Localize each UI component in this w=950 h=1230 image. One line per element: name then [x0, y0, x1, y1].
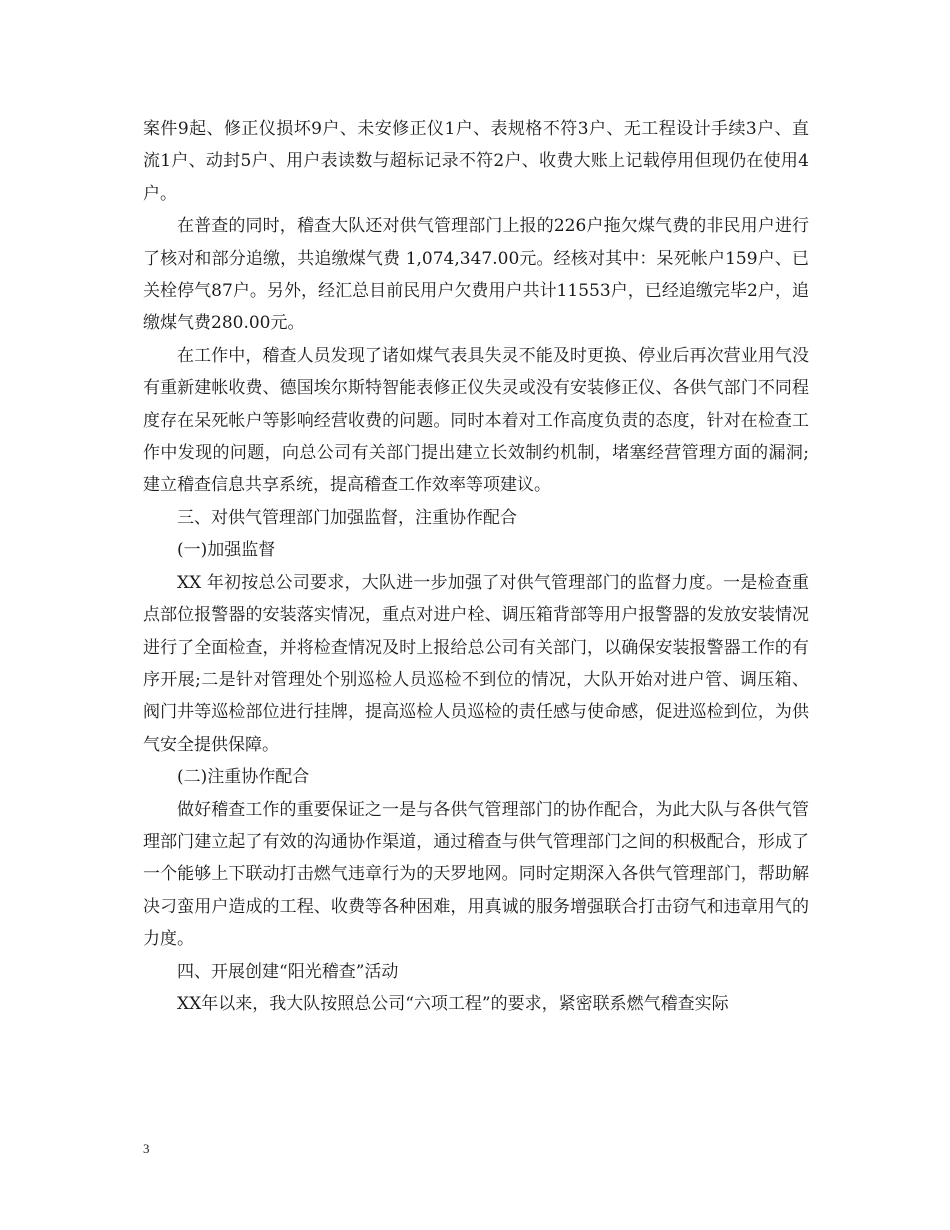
- page-number: 3: [143, 1141, 150, 1156]
- paragraph-cooperation-details: 做好稽查工作的重要保证之一是与各供气管理部门的协作配合，为此大队与各供气管理部门建立起了有效的沟通协作渠道，通过稽查与供气管理部门之间的积极配合，形成了一个能够上下联动打击燃气违章行为的天罗地网。同时定期深入各供气管理部门，帮助解决刁蛮用户造成的工程、收费等各种困难，用真诚的服务增强联合打击窃气和违章用气的力度。: [143, 799, 809, 950]
- document-body: [143, 113, 809, 1020]
- paragraph-supervision-details: XX 年初按总公司要求，大队进一步加强了对供气管理部门的监督力度。一是检查重点部位报警器的安装落实情况，重点对进户栓、调压箱背部等用户报警器的发放安装情况进行了全面检查，并将检查情况及时上报给总公司有关部门，以确保安装报警器工作的有序开展;二是针对管理处个别巡检人员巡检不到位的情况，大队开始对进户管、调压箱、阀门井等巡检部位进行挂牌，提高巡检人员巡检的责任感与使命感，促进巡检到位，为供气安全提供保障。: [143, 572, 809, 755]
- paragraph-arrears-recovery: 在普查的同时，稽查大队还对供气管理部门上报的226户拖欠煤气费的非民用户进行了核对和部分追缴，共追缴煤气费 1,074,347.00元。经核对其中：呆死帐户159户、已关栓停气87户。另外，经汇总目前民用户欠费用户共计11553户，已经追缴完毕2户，追缴煤气费280.00元。: [143, 216, 809, 334]
- paragraph-sunshine-inspection: XX年以来，我大队按照总公司“六项工程”的要求，紧密联系燃气稽查实际: [177, 993, 729, 1014]
- subheading-strengthen-supervision: (一)加强监督: [177, 540, 276, 561]
- paragraph-problems-found: 在工作中，稽查人员发现了诸如煤气表具失灵不能及时更换、停业后再次营业用气没有重新建帐收费、德国埃尔斯特智能表修正仪失灵或没有安装修正仪、各供气部门不同程度存在呆死帐户等影响经营收费的问题。同时本着对工作高度负责的态度，针对在检查工作中发现的问题，向总公司有关部门提出建立长效制约机制，堵塞经营管理方面的漏洞;建立稽查信息共享系统，提高稽查工作效率等项建议。: [143, 345, 809, 496]
- section-heading-four: 四、开展创建“阳光稽查”活动: [177, 961, 399, 982]
- paragraph-inspection-results-continued: 案件9起、修正仪损坏9户、未安修正仪1户、表规格不符3户、无工程设计手续3户、直流1户、动封5户、用户表读数与超标记录不符2户、收费大账上记载停用但现仍在使用4户。: [143, 119, 809, 204]
- section-heading-three: 三、对供气管理部门加强监督，注重协作配合: [177, 507, 517, 528]
- subheading-cooperation: (二)注重协作配合: [177, 767, 310, 788]
